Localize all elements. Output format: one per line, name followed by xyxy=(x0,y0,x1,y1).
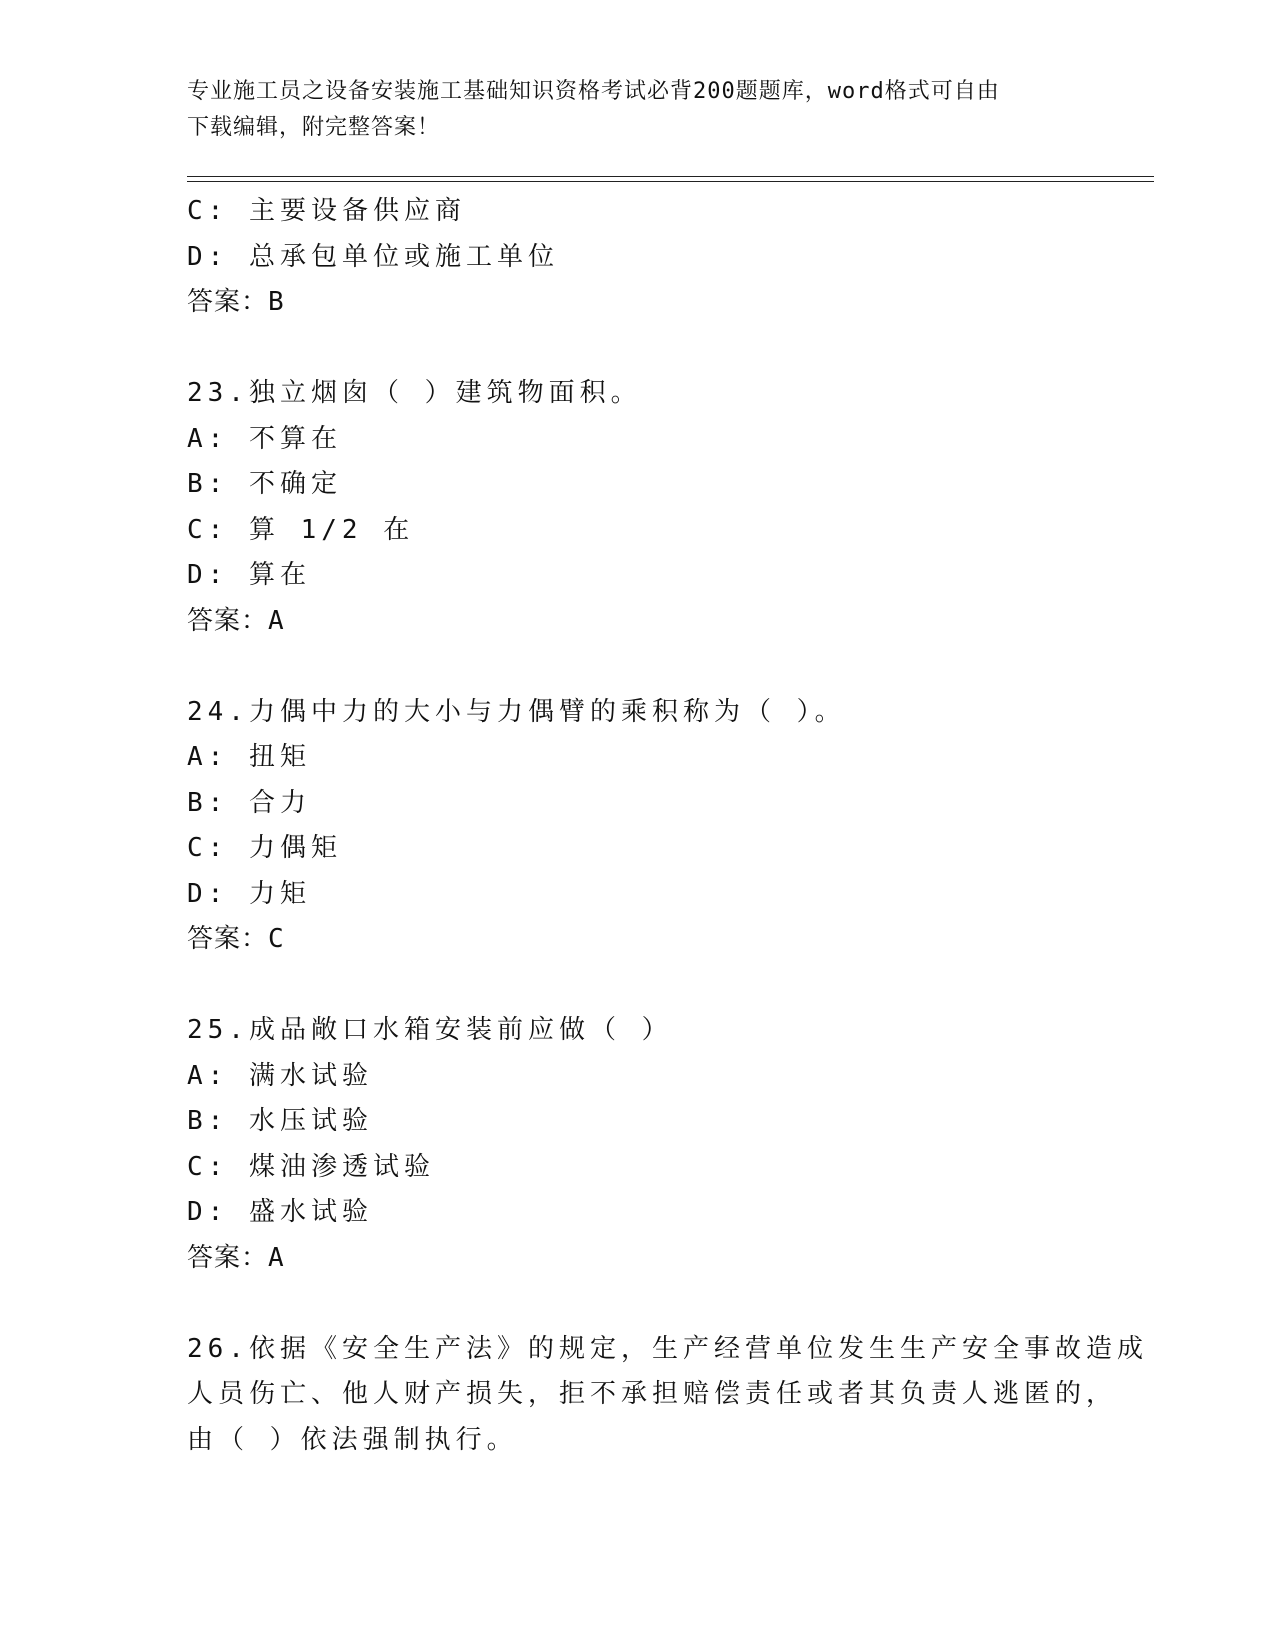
option-c: C: 煤油渗透试验 xyxy=(187,1151,435,1182)
question-25 xyxy=(187,1008,1087,1281)
question-stem-line-2: 人员伤亡、他人财产损失，拒不承担赔偿责任或者其负责人逃匿的， xyxy=(187,1379,1118,1409)
option-b: B: 水压试验 xyxy=(187,1106,373,1136)
option-a: A: 不算在 xyxy=(187,423,342,454)
answer: 答案：B xyxy=(187,287,285,317)
option-c: C: 主要设备供应商 xyxy=(187,196,466,226)
document-header xyxy=(187,74,1067,146)
option-c: C: 力偶矩 xyxy=(187,833,342,863)
header-line-2: 下载编辑，附完整答案！ xyxy=(187,115,441,140)
question-list xyxy=(187,189,1148,1463)
option-b: B: 合力 xyxy=(187,787,311,818)
question-stem: 23.独立烟囱（ ）建筑物面积。 xyxy=(187,378,642,408)
option-c: C: 算 1/2 在 xyxy=(187,514,415,545)
option-d: D: 盛水试验 xyxy=(187,1197,373,1227)
prev-question-tail xyxy=(187,189,1087,326)
option-b: B: 不确定 xyxy=(187,469,342,499)
header-divider-top xyxy=(187,176,1154,177)
option-d: D: 力矩 xyxy=(187,878,311,909)
question-stem: 24.力偶中力的大小与力偶臂的乘积称为（ ）。 xyxy=(187,696,846,727)
question-stem-line-1: 26.依据《安全生产法》的规定，生产经营单位发生生产安全事故造成 xyxy=(187,1333,1148,1364)
header-line-1: 专业施工员之设备安装施工基础知识资格考试必背200题题库，word格式可自由 xyxy=(187,79,1000,104)
answer: 答案：C xyxy=(187,924,285,954)
option-a: A: 满水试验 xyxy=(187,1060,373,1091)
question-26 xyxy=(187,1327,1148,1464)
option-a: A: 扭矩 xyxy=(187,742,311,772)
answer: 答案：A xyxy=(187,1242,285,1273)
answer: 答案：A xyxy=(187,605,285,636)
option-d: D: 算在 xyxy=(187,560,311,590)
question-stem: 25.成品敞口水箱安装前应做（ ） xyxy=(187,1015,673,1045)
option-d: D: 总承包单位或施工单位 xyxy=(187,241,559,272)
question-24 xyxy=(187,690,1087,963)
question-23 xyxy=(187,371,1087,644)
header-divider-bottom xyxy=(187,181,1154,182)
question-stem-line-3: 由（ ）依法强制执行。 xyxy=(187,1424,518,1455)
